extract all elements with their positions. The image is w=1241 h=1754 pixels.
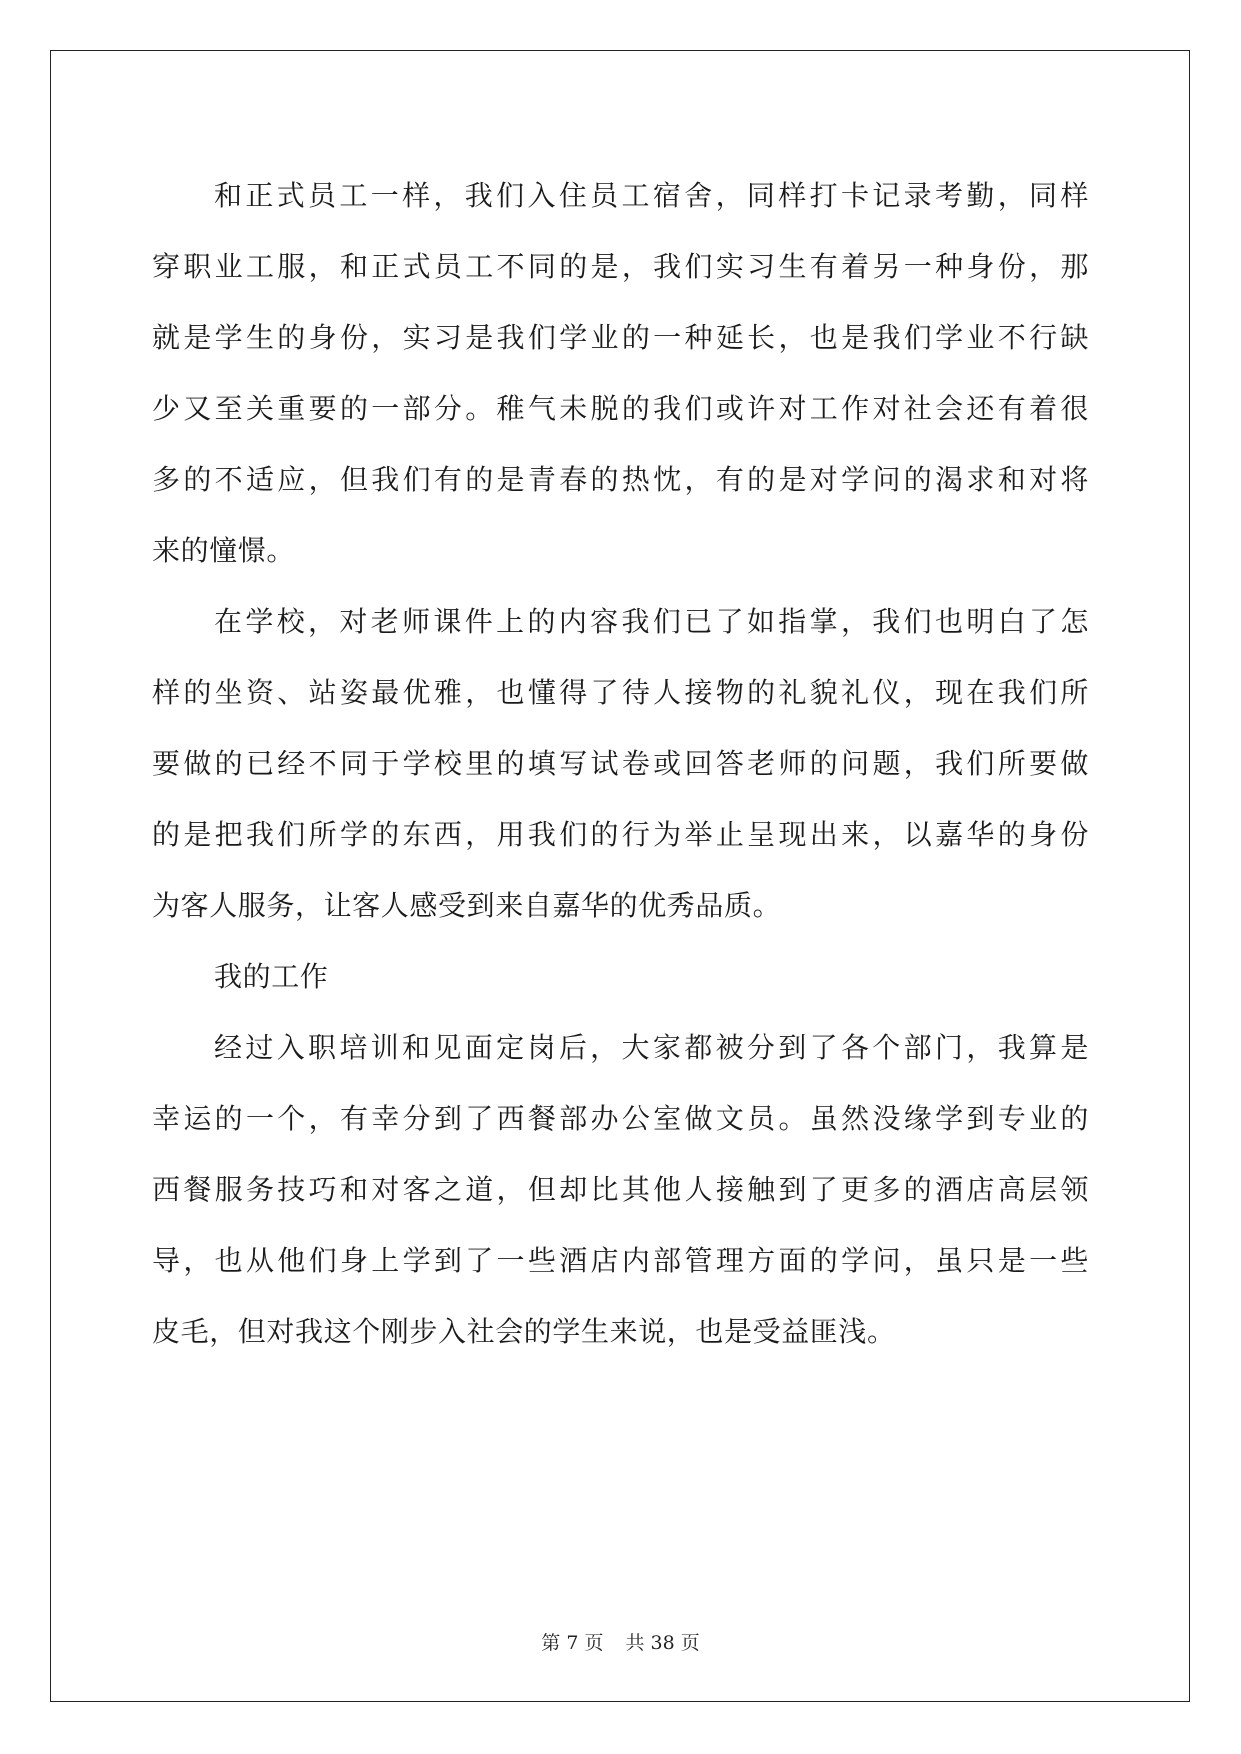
text-line: 多的不适应，但我们有的是青春的热忱，有的是对学问的渴求和对将 xyxy=(152,463,1089,496)
text-line: 的是把我们所学的东西，用我们的行为举止呈现出来，以嘉华的身份 xyxy=(152,818,1089,851)
text-line: 要做的已经不同于学校里的填写试卷或回答老师的问题，我们所要做 xyxy=(152,747,1089,780)
paragraph xyxy=(152,160,1089,586)
total-pages: 共 38 页 xyxy=(625,1632,700,1654)
text-line: 为客人服务，让客人感受到来自嘉华的优秀品质。 xyxy=(152,889,782,922)
page-footer xyxy=(0,1628,1241,1655)
text-line: 导，也从他们身上学到了一些酒店内部管理方面的学问，虽只是一些 xyxy=(152,1244,1089,1277)
paragraph xyxy=(152,586,1089,941)
text-line: 就是学生的身份，实习是我们学业的一种延长，也是我们学业不行缺 xyxy=(152,321,1089,354)
text-line: 来的憧憬。 xyxy=(152,534,296,567)
section-heading xyxy=(152,941,1089,1012)
text-line: 穿职业工服，和正式员工不同的是，我们实习生有着另一种身份，那 xyxy=(152,250,1089,283)
text-line: 幸运的一个，有幸分到了西餐部办公室做文员。虽然没缘学到专业的 xyxy=(152,1102,1089,1135)
text-line: 西餐服务技巧和对客之道，但却比其他人接触到了更多的酒店高层领 xyxy=(152,1173,1089,1206)
heading-text: 我的工作 xyxy=(214,960,329,993)
text-line: 和正式员工一样，我们入住员工宿舍，同样打卡记录考勤，同样 xyxy=(214,179,1089,212)
paragraph xyxy=(152,1012,1089,1367)
text-line: 在学校，对老师课件上的内容我们已了如指掌，我们也明白了怎 xyxy=(214,605,1089,638)
text-line: 少又至关重要的一部分。稚气未脱的我们或许对工作对社会还有着很 xyxy=(152,392,1089,425)
document-body xyxy=(152,160,1089,1367)
page-number: 第 7 页 xyxy=(541,1632,604,1654)
text-line: 皮毛，但对我这个刚步入社会的学生来说，也是受益匪浅。 xyxy=(152,1315,896,1348)
text-line: 样的坐资、站姿最优雅，也懂得了待人接物的礼貌礼仪，现在我们所 xyxy=(152,676,1089,709)
text-line: 经过入职培训和见面定岗后，大家都被分到了各个部门，我算是 xyxy=(214,1031,1089,1064)
